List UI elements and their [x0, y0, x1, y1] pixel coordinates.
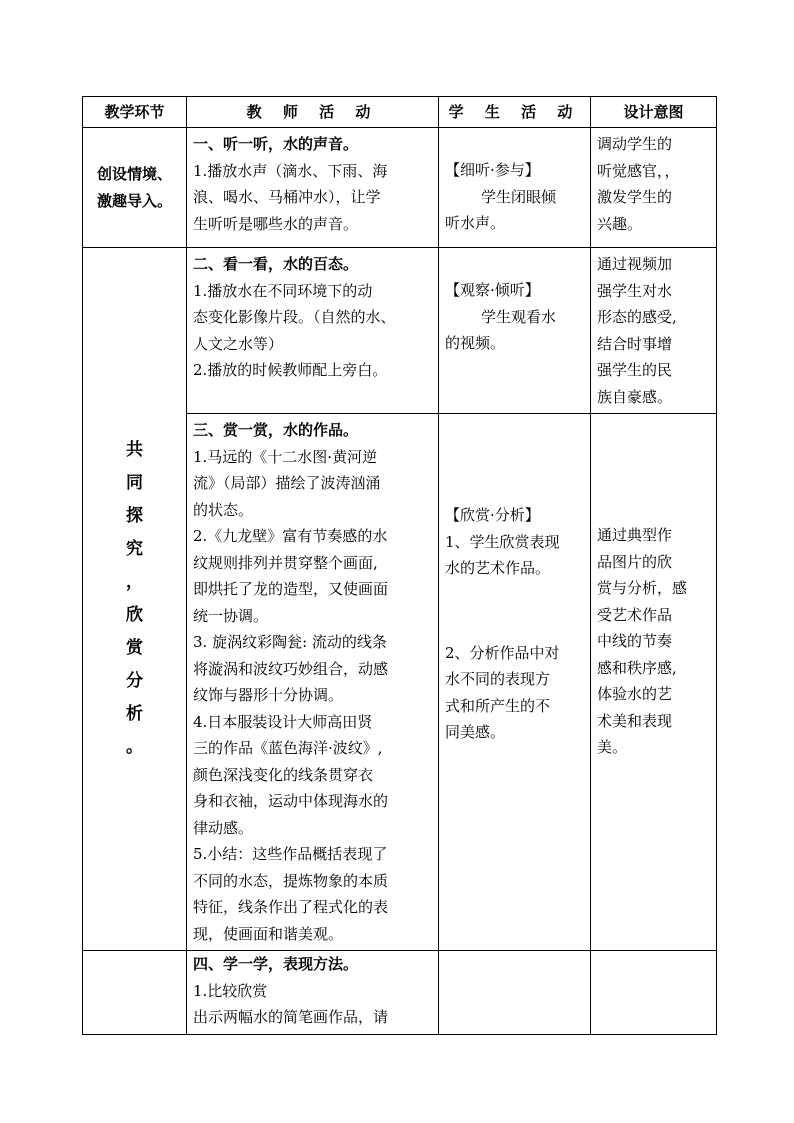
header-row	[83, 97, 717, 128]
student-line: 2、分析作品中对	[445, 643, 560, 662]
student-title: 【细听·参与】	[445, 161, 540, 179]
intent-line: 结合时事增	[597, 334, 673, 353]
table-row	[83, 248, 717, 414]
student-line: 水的艺术作品。	[445, 559, 551, 577]
teacher-cell	[187, 248, 439, 414]
teacher-line: 3. 旋涡纹彩陶瓮: 流动的线条	[193, 633, 387, 651]
stage-char: 。	[126, 737, 143, 757]
teacher-line: 将漩涡和波纹巧妙组合，动感	[193, 659, 389, 678]
teacher-line: 浪、喝水、马桶冲水），让学	[193, 188, 381, 206]
teacher-cell	[187, 951, 439, 1035]
stage-line: 激趣导入。	[96, 191, 172, 210]
intent-line: 品图片的欣	[597, 552, 673, 571]
teacher-line: 三的作品《蓝色海洋·波纹》,	[193, 739, 383, 757]
intent-line: 赏与分析，感	[597, 579, 688, 597]
stage-char: 分	[126, 671, 143, 691]
intent-line: 激发学生的	[597, 188, 673, 206]
student-line: 的视频。	[445, 334, 506, 352]
teacher-line: 身和衣袖，运动中体现海水的	[193, 792, 389, 810]
intent-line: 兴趣。	[597, 214, 643, 233]
stage-char: 同	[126, 473, 143, 493]
stage-char: 赏	[126, 638, 143, 658]
teacher-line: 1.马远的《十二水图·黄河逆	[193, 447, 378, 466]
teacher-line: 现，使画面和谐美观。	[193, 924, 344, 943]
table-row	[83, 128, 717, 248]
teacher-line: 流》（局部）描绘了波涛汹涌	[193, 474, 381, 492]
intent-line: 形态的感受,	[597, 308, 677, 326]
student-line: 学生观看水	[481, 307, 557, 326]
teacher-line: 的状态。	[193, 500, 254, 519]
intent-line: 通过视频加	[597, 255, 673, 273]
teacher-line: 2.播放的时候教师配上旁白。	[193, 361, 388, 379]
student-cell	[439, 414, 591, 951]
teacher-cell	[187, 414, 439, 951]
student-line: 水不同的表现方	[445, 670, 551, 688]
teacher-line: 1.播放水在不同环境下的动	[193, 281, 373, 300]
student-cell	[439, 951, 591, 1035]
teacher-cell	[187, 128, 439, 248]
stage-cell	[83, 951, 187, 1035]
teacher-title: 一、听一听，水的声音。	[193, 135, 359, 153]
teacher-title: 四、学一学，表现方法。	[193, 955, 359, 973]
stage-char: 探	[126, 506, 143, 526]
intent-cell	[591, 128, 717, 248]
teacher-line: 特征，线条作出了程式化的表	[193, 898, 389, 916]
lesson-plan-table	[82, 96, 717, 1035]
intent-line: 调动学生的	[597, 135, 673, 153]
teacher-line: 颜色深浅变化的线条贯穿衣	[193, 765, 374, 784]
teacher-line: 律动感。	[193, 818, 254, 837]
header-intent: 设计意图	[591, 97, 717, 128]
teacher-line: 1.比较欣赏	[193, 981, 268, 1000]
teacher-line: 出示两幅水的简笔画作品，请	[193, 1008, 389, 1026]
teacher-line: 1.播放水声（滴水、下雨、海	[193, 161, 388, 180]
intent-line: 感和秩序感,	[597, 658, 677, 677]
teacher-line: 5.小结：这些作品概括表现了	[193, 845, 388, 863]
student-title: 【观察·倾听】	[445, 281, 540, 299]
stage-char: 究	[126, 539, 143, 559]
teacher-line: 2.《九龙壁》富有节奏感的水	[193, 527, 388, 545]
student-line: 式和所产生的不	[445, 696, 551, 715]
student-line: 学生闭眼倾	[481, 187, 557, 206]
intent-line: 术美和表现	[597, 711, 673, 730]
table-row	[83, 951, 717, 1035]
student-line: 1、学生欣赏表现	[445, 532, 560, 551]
stage-cell-merged	[83, 248, 187, 951]
teacher-line: 4.日本服装设计大师高田贤	[193, 712, 373, 731]
teacher-line: 生听听是哪些水的声音。	[193, 214, 359, 233]
student-line: 听水声。	[445, 214, 506, 232]
header-stage: 教学环节	[83, 97, 187, 128]
intent-cell	[591, 414, 717, 951]
intent-line: 中线的节奏	[597, 632, 673, 650]
intent-line: 通过典型作	[597, 526, 673, 544]
student-line: 同美感。	[445, 723, 506, 741]
stage-char: ，	[126, 572, 143, 592]
intent-cell	[591, 248, 717, 414]
student-cell	[439, 128, 591, 248]
teacher-line: 态变化影像片段。（自然的水、	[193, 308, 396, 326]
stage-char: 欣	[126, 605, 143, 625]
intent-line: 听觉感官，，	[597, 161, 680, 180]
teacher-line: 纹规则排列并贯穿整个画面,	[193, 553, 378, 572]
teacher-line: 人文之水等）	[193, 334, 284, 353]
student-cell	[439, 248, 591, 414]
teacher-title: 三、赏一赏，水的作品。	[193, 421, 359, 439]
intent-line: 族自豪感。	[597, 387, 673, 406]
stage-char: 共	[126, 440, 143, 460]
student-title: 【欣赏·分析】	[445, 506, 540, 524]
intent-line: 美。	[597, 738, 628, 756]
teacher-line: 即烘托了龙的造型，又使画面	[193, 580, 389, 598]
header-student: 学 生 活 动	[439, 97, 591, 128]
teacher-line: 不同的水态，提炼物象的本质	[193, 871, 389, 890]
intent-line: 强学生对水	[597, 281, 673, 300]
stage-cell	[83, 128, 187, 248]
teacher-title: 二、看一看，水的百态。	[193, 255, 359, 273]
stage-char: 析	[126, 704, 143, 724]
teacher-line: 统一协调。	[193, 606, 269, 625]
intent-line: 体验水的艺	[597, 685, 673, 703]
teacher-line: 纹饰与器形十分协调。	[193, 686, 344, 704]
intent-line: 强学生的民	[597, 361, 673, 379]
intent-cell	[591, 951, 717, 1035]
stage-line: 创设情境、	[96, 165, 172, 183]
header-teacher: 教 师 活 动	[187, 97, 439, 128]
intent-line: 受艺术作品	[597, 605, 673, 624]
